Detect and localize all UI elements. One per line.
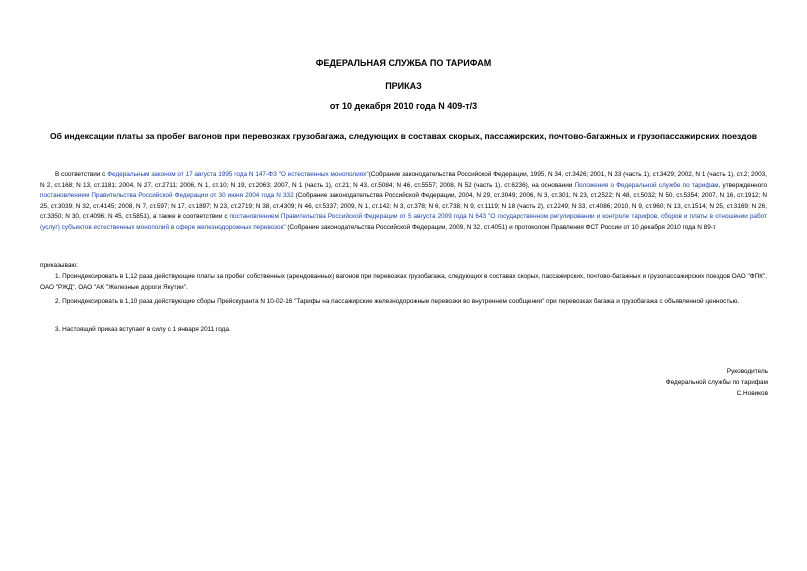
- resolution-332-link[interactable]: постановлением Правительства Российской Федерации от 30 июня 2004 года N 332: [40, 192, 294, 199]
- document-subject: Об индексации платы за пробег вагонов при перевозках грузобагажа, следующих в составах скорых, пассажирских, почтово-багажных и грузопассажирских поездов: [50, 131, 757, 141]
- order-point-3: 3. Настоящий приказ вступает в силу с 1 января 2011 года.: [55, 326, 231, 333]
- preamble-text-2: (Собрание законодательства Российской Федерации, 1995, N 34, ст.3426; 2001, N 33 (часть 1), ст.3429; 2002, N 1 (часть 1), ст.2; 2003, N 2, ст.168; N 13, ст.1181; 2004, N 27, ст.2711; 2006, N 1, ст.10; N 19, ст.2063; 2007, N 1 (часть 1), ст.21; N 43, ст.5084; N 46, ст.5557; 2008, N 52 (часть 1), ст.6236), на основании: [40, 171, 767, 189]
- resolution-643-link[interactable]: постановлением Правительства Российской Федерации от 5 августа 2009 года N 643 "О государственном регулировании и контроле тарифов, сборов и платы в отношении работ (услуг) субъектов естественных монополий в сфере железнодорожных перевозок": [40, 213, 767, 231]
- preamble-text-5: (Собрание законодательства Российской Федерации, 2009, N 32, ст.4051) и протоколом Правления ФСТ России от 10 декабря 2010 года N 89-т: [285, 223, 716, 231]
- signature-organization: Федеральной службы по тарифам: [665, 379, 768, 386]
- agency-heading: ФЕДЕРАЛЬНАЯ СЛУЖБА ПО ТАРИФАМ: [315, 58, 492, 68]
- date-number-heading: от 10 декабря 2010 года N 409-т/3: [329, 101, 478, 111]
- doc-type-heading: ПРИКАЗ: [385, 81, 422, 91]
- fst-regulation-link[interactable]: Положения о Федеральной службе по тарифам: [574, 181, 719, 189]
- order-word: приказываю:: [40, 262, 78, 269]
- preamble-text-1: В соответствии с: [55, 171, 108, 178]
- preamble-paragraph: [40, 170, 767, 233]
- preamble-text-4: (Собрание законодательства Российской Федерации, 2004, N 29, ст.3049; 2006, N 3, ст.301; N 23, ст.2522; N 48, ст.5032; N 50, ст.5354; 2007, N 16, ст.1912; N 25, ст.3039; N 32, ст.4145; 2008, N 7, ст.597; N 17, ст.1897; N 23, ст.2719; N 38, ст.4309; N 46, ст.5337; 2009, N 1, ст.142; N 3, ст.378; N 6, ст.738; N 9, ст.1119; N 18 (часть 2), ст.2249; N 33, ст.4086; 2010, N 9, ст.960; N 13, ст.1514; N 25, ст.3169; N 26, ст.3350; N 30, ст.4096; N 45, ст.5851), а также в соответствии с: [40, 192, 767, 220]
- signature-name: С.Новиков: [736, 390, 768, 397]
- law-147-fz-link[interactable]: Федеральным законом от 17 августа 1995 года N 147-ФЗ "О естественных монополиях": [107, 171, 369, 178]
- order-point-2: 2. Проиндексировать в 1,10 раза действующие сборы Прейскуранта N 10-02-16 "Тарифы на пассажирские железнодорожные перевозки во внутреннем сообщении" при перевозках багажа и грузобагажа с объявленной ценностью.: [55, 298, 740, 305]
- signature-title: Руководитель: [726, 368, 768, 375]
- order-point-1: 1. Проиндексировать в 1,12 раза действующие платы за пробег собственных (арендованных) вагонов при перевозках грузобагажа, следующих в составах скорых, пассажирских, почтово-багажных и грузопассажирских поездов ОАО "ФПК", ОАО "РЖД", ОАО "АК "Железные дороги Якутии".: [40, 273, 767, 291]
- preamble-text-3: , утвержденного: [718, 181, 768, 189]
